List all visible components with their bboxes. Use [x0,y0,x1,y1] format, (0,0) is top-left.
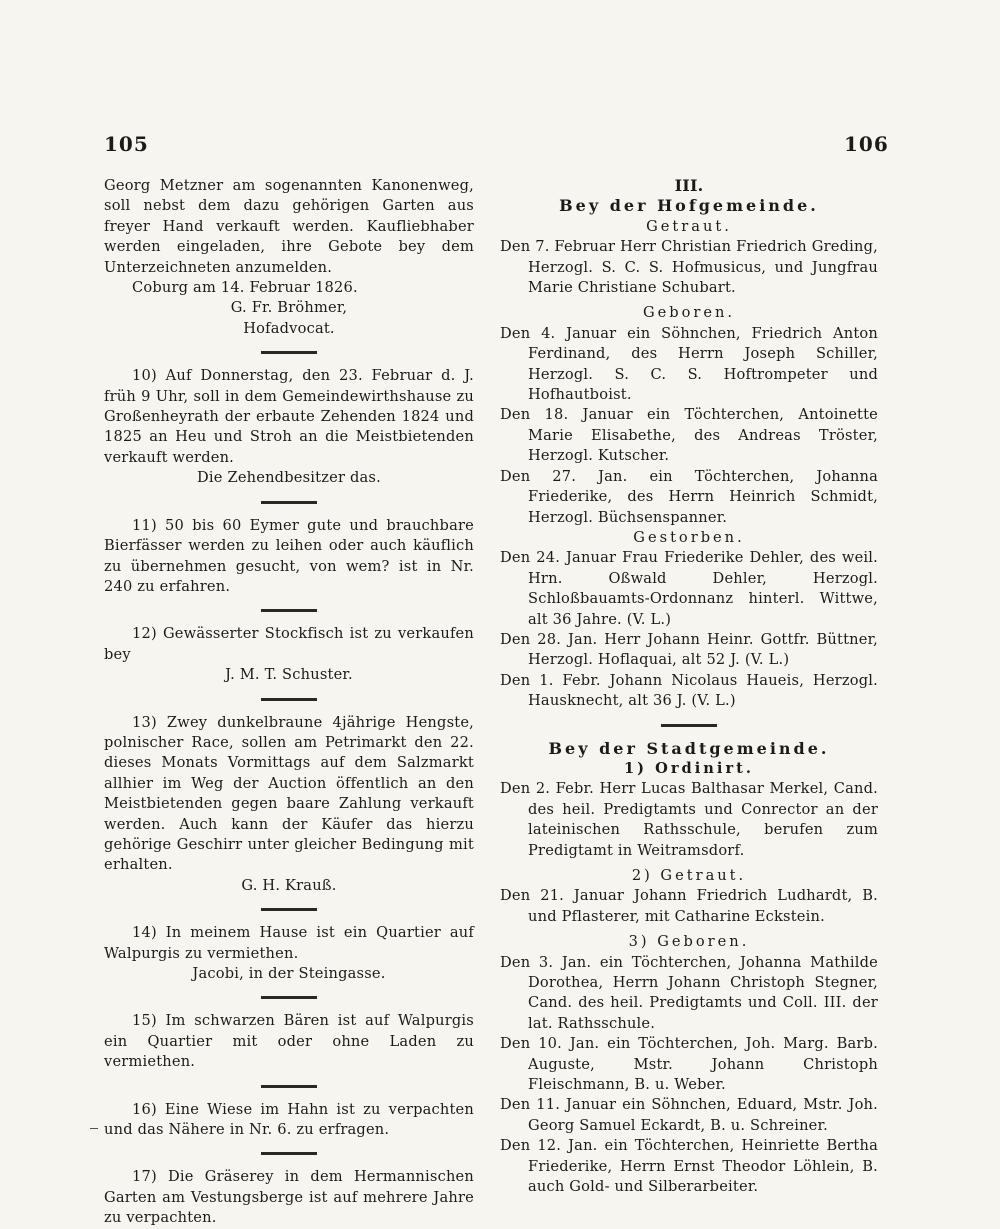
right-column [500,176,878,1198]
subheading-geboren: 3) Geboren. [628,933,750,951]
section-number: III. [674,176,704,195]
divider [261,351,317,354]
signature: Die Zehendbesitzer das. [197,469,381,487]
signature: G. H. Krauß. [241,876,337,894]
section-title-hof: Bey der Hofgemeinde. [559,196,819,216]
subheading-getraut: Getraut. [646,217,732,235]
place-date: Coburg am 14. Februar 1826. [132,279,358,297]
divider [261,908,317,911]
divider [261,996,317,999]
notice-10: 10) Auf Donnerstag, den 23. Februar d. J. früh 9 Uhr, soll in dem Gemeindewirthshause zu Großenheyrath der erbaute Zehenden 1824 und 1825 an Heu und Stroh an die Meistbietenden verkauft werden. [104,367,474,466]
signature: J. M. T. Schuster. [225,666,353,684]
divider [261,698,317,701]
divider [261,1152,317,1155]
signature: G. Fr. Bröhmer, [230,299,348,317]
section-title-stadt: Bey der Stadtgemeinde. [548,738,830,758]
page-number-right: 106 [844,132,889,156]
notice-15: 15) Im schwarzen Bären ist auf Walpurgis ein Quartier mit oder ohne Laden zu vermiethen. [104,1012,474,1071]
register-entry: Den 18. Januar ein Töchterchen, Antoinette Marie Elisabethe, des Andreas Tröster, Herzogl. Kutscher. [500,406,878,465]
register-entry: Den 3. Jan. ein Töchterchen, Johanna Mathilde Dorothea, Herrn Johann Christoph Stegner, Cand. des heil. Predigtamts und Coll. III. der lat. Rathsschule. [500,953,878,1032]
divider [261,1085,317,1088]
margin-mark [90,1128,98,1129]
register-entry: Den 28. Jan. Herr Johann Heinr. Gottfr. Büttner, Herzogl. Hoflaquai, alt 52 J. (V. L.) [500,630,878,669]
notice-17: 17) Die Gräserey in dem Hermannischen Garten am Vestungsberge ist auf mehrere Jahre zu verpachten. [104,1168,474,1227]
subheading-geboren: Geboren. [642,304,736,322]
register-entry: Den 12. Jan. ein Töchterchen, Heinriette Bertha Friederike, Herrn Ernst Theodor Löhlein, B. auch Gold- und Silberarbeiter. [500,1137,878,1196]
register-entry: Den 11. Januar ein Söhnchen, Eduard, Mstr. Joh. Georg Samuel Eckardt, B. u. Schreiner. [500,1096,878,1134]
subheading-ordinirt: 1) Ordinirt. [624,759,754,777]
register-entry: Den 4. Januar ein Söhnchen, Friedrich Anton Ferdinand, des Herrn Joseph Schiller, Herzogl. S. C. S. Hoftrompeter und Hofhautboist. [500,324,878,404]
notice-11: 11) 50 bis 60 Eymer gute und brauchbare Bierfässer werden zu leihen oder auch käuflich zu übernehmen gesucht, von wem? ist in Nr. 240 zu erfahren. [104,516,474,595]
divider [261,501,317,504]
register-entry: Den 2. Febr. Herr Lucas Balthasar Merkel, Cand. des heil. Predigtamts und Conrector an der lateinischen Rathsschule, berufen zum Predigtamt in Weitramsdorf. [500,780,878,859]
register-entry: Den 10. Jan. ein Töchterchen, Joh. Marg. Barb. Auguste, Mstr. Johann Christoph Fleischmann, B. u. Weber. [500,1035,878,1094]
notice-14: 14) In meinem Hause ist ein Quartier auf Walpurgis zu vermiethen. [104,924,474,962]
subheading-gestorben: Gestorben. [633,528,745,546]
signature: Jacobi, in der Steingasse. [192,965,386,982]
register-entry: Den 7. Februar Herr Christian Friedrich Greding, Herzogl. S. C. S. Hofmusicus, und Jungfrau Marie Christiane Schubart. [500,238,878,297]
register-entry: Den 1. Febr. Johann Nicolaus Haueis, Herzogl. Hausknecht, alt 36 J. (V. L.) [500,671,878,710]
page-number-left: 105 [104,132,149,156]
notice-text: Georg Metzner am sogenannten Kanonenweg, soll nebst dem dazu gehörigen Garten aus freyer Hand verkauft werden. Kaufliebhaber werden eingeladen, ihre Gebote bey dem Unterzeichneten anzumelden. [104,177,474,276]
subheading-getraut: 2) Getraut. [631,867,747,884]
left-column [104,176,474,1229]
divider [261,609,317,612]
register-entry: Den 27. Jan. ein Töchterchen, Johanna Friederike, des Herrn Heinrich Schmidt, Herzogl. Büchsenspanner. [500,467,878,526]
divider [661,724,717,727]
notice-16: 16) Eine Wiese im Hahn ist zu verpachten und das Nähere in Nr. 6. zu erfragen. [104,1100,474,1139]
signature-title: Hofadvocat. [243,319,335,337]
notice-12: 12) Gewässerter Stockfisch ist zu verkaufen bey [104,625,474,663]
register-entry: Den 21. Januar Johann Friedrich Ludhardt, B. und Pflasterer, mit Catharine Eckstein. [500,887,878,925]
register-entry: Den 24. Januar Frau Friederike Dehler, des weil. Hrn. Oßwald Dehler, Herzogl. Schloßbauamts-Ordonnanz hinterl. Wittwe, alt 36 Jahre. (V. L.) [500,549,878,628]
notice-13: 13) Zwey dunkelbraune 4jährige Hengste, polnischer Race, sollen am Petrimarkt den 22. dieses Monats Vormittags auf dem Salzmarkt allhier im Weg der Auction öffentlich an den Meistbietenden gegen baare Zahlung verkauft werden. Auch kann der Käufer das hierzu gehörige Geschirr unter gleicher Bedingung mit erhalten. [104,713,474,874]
